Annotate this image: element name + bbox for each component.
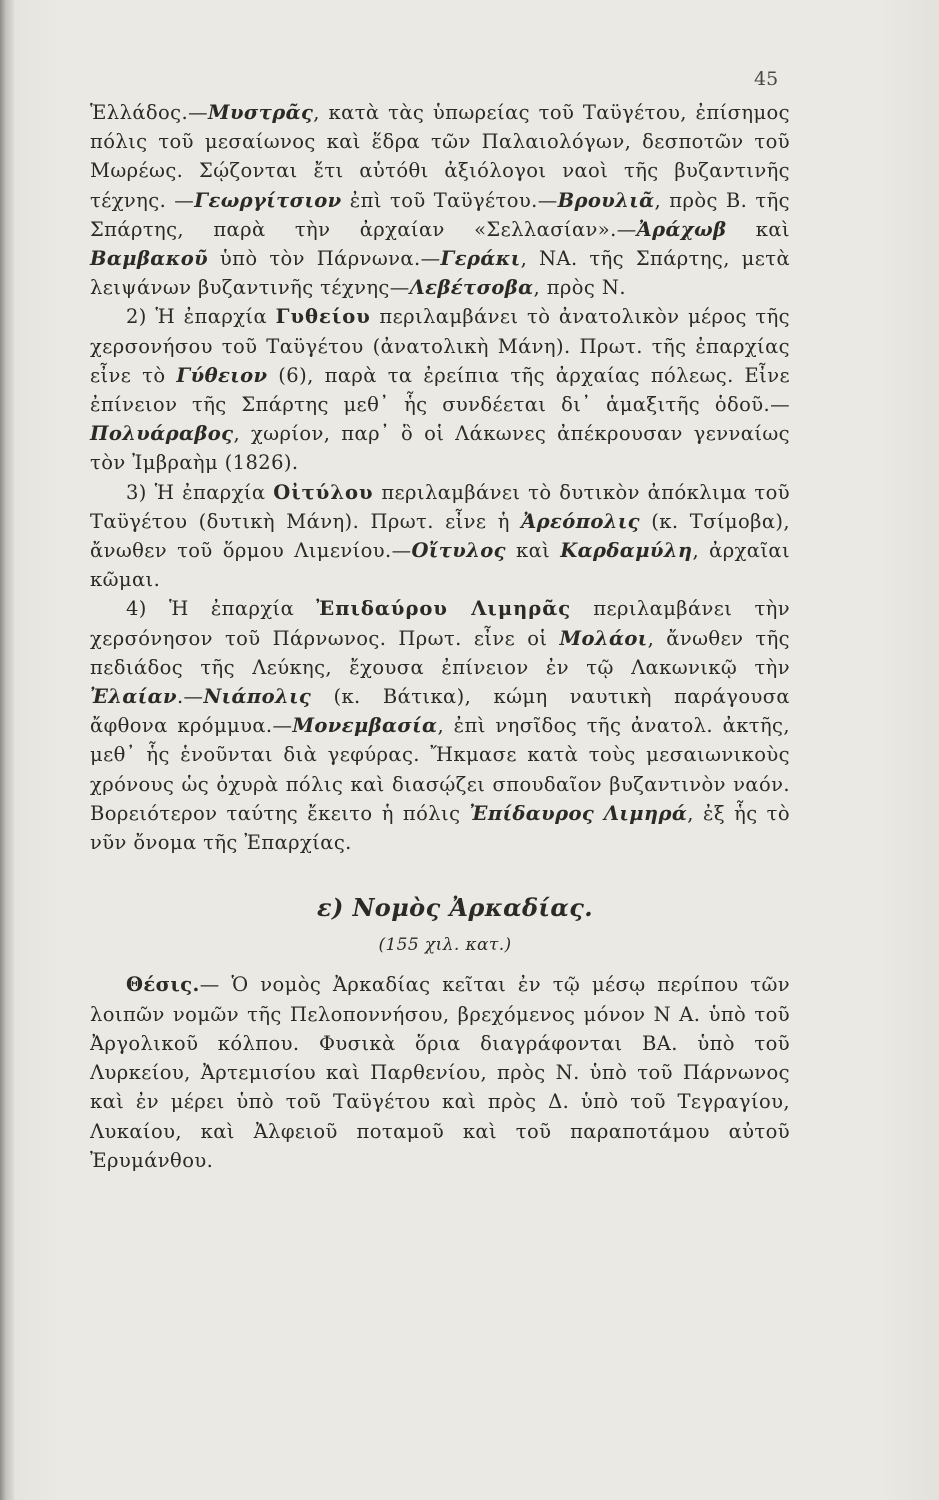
paragraphs [90, 98, 790, 857]
place-name: Καρδαμύλη [560, 539, 693, 563]
text-run: , χωρίον, παρ᾽ ὃ οἱ Λάκωνες ἀπέκρουσαν γενναίως τὸν Ἰμβραὴμ (1826). [90, 422, 790, 475]
text-run: , ἀρχαῖαι κῶμαι. [90, 539, 791, 592]
body-text [90, 98, 790, 1175]
place-name: Οἴτυλος [411, 539, 506, 563]
text-run: , κατὰ τὰς ὑπωρείας τοῦ Ταϋγέτου, ἐπίσημος πόλις τοῦ μεσαίωνος καὶ ἕδρα τῶν Παλαιολόγων, δεσποτῶν τοῦ Μωρέως. Σῴζονται ἔτι αὐτόθι ἀξιόλογοι ναοὶ τῆς βυζαντινῆς τέχνης. — [90, 101, 790, 212]
section-heading-block [90, 891, 790, 960]
section-lead: Θέσις. [126, 973, 200, 997]
paragraph [90, 478, 790, 595]
province-name: Γυθείου [275, 305, 371, 329]
place-name: Νιάπολις [203, 685, 312, 709]
place-name: Βαμβακοῦ [90, 247, 209, 271]
text-run: , πρὸς Ν. [533, 276, 626, 300]
place-name: Πολυάραβος [90, 422, 234, 446]
section-heading: ε) Νομὸς Ἀρκαδίας. [316, 893, 594, 923]
text-run: , ἄνωθεν τῆς πεδιάδος τῆς Λεύκης, ἔχουσα ἐπίνειον ἐν τῷ Λακωνικῷ τὴν [90, 626, 790, 679]
place-name: Γεωργίτσιον [194, 188, 342, 212]
place-name: Λεβέτσοβα [409, 276, 534, 300]
place-name: Μονεμβασία [292, 714, 438, 738]
paragraph [90, 98, 790, 302]
text-run: 4) Ἡ ἐπαρχία [126, 597, 317, 621]
text-run: 2) Ἡ ἐπαρχία [126, 305, 276, 329]
place-name: Μολάοι [559, 626, 648, 650]
place-name: Μυστρᾶς [208, 101, 314, 124]
text-run: περιλαμβάνει τὴν χερσόνησον τοῦ Πάρνωνος. Πρωτ. εἶνε οἱ [90, 597, 790, 650]
text-run: (6), παρὰ τα ἐρείπια τῆς ἀρχαίας πόλεως. Εἶνε ἐπίνειον τῆς Σπάρτης μεθ᾽ ἧς συνδέεται δι᾽ ἁμαξιτῆς ὁδοῦ.— [90, 363, 790, 417]
province-name: Οἰτύλου [273, 480, 374, 504]
place-name: Βρουλιᾶ [557, 188, 655, 212]
text-run: ὑπὸ τὸν Πάρνωνα.— [208, 247, 441, 271]
place-name: Ἐπίδαυρος Λιμηρά [469, 801, 688, 825]
text-run: ἐπὶ τοῦ Ταϋγέτου.— [341, 188, 558, 212]
paragraph [90, 594, 790, 857]
place-name: Γύθειον [176, 363, 268, 387]
place-name: Ἀράχωβ [636, 217, 727, 241]
text-run: Ἑλλάδος.— [90, 101, 208, 124]
text-run: 3) Ἡ ἐπαρχία [126, 480, 274, 504]
section-area: (155 χιλ. κατ.) [378, 935, 512, 956]
text-run: (κ. Βάτικα), κώμη ναυτικὴ παράγουσα ἄφθονα κρόμμυα.— [90, 685, 790, 738]
text-run: καὶ [726, 217, 790, 241]
province-name: Ἐπιδαύρου Λιμηρᾶς [316, 597, 572, 621]
page-number: 45 [754, 68, 779, 90]
text-run: , πρὸς Β. τῆς Σπάρτης, παρὰ τὴν ἀρχαίαν «Σελλασίαν».— [90, 188, 790, 241]
section-body: — Ὁ νομὸς Ἀρκαδίας κεῖται ἐν τῷ μέσῳ περίπου τῶν λοιπῶν νομῶν τῆς Πελοποννήσου, βρεχόμενος μόνον Ν Α. ὑπὸ τοῦ Ἀργολικοῦ κόλπου. Φυσικὰ ὅρια διαγράφονται ΒΑ. ὑπὸ τοῦ Λυρκείου, Ἀρτεμισίου καὶ Παρθενίου, πρὸς Ν. ὑπὸ τοῦ Πάρνωνος καὶ ἐν μέρει ὑπὸ τοῦ Ταϋγέτου καὶ πρὸς Δ. ὑπὸ τοῦ Τεγραγίου, Λυκαίου, καὶ Ἀλφειοῦ ποταμοῦ καὶ τοῦ παραποτάμου αὐτοῦ Ἐρυμάνθου. [90, 973, 790, 1172]
text-run: καὶ [505, 539, 561, 563]
text-run: , ἐξ ἧς τὸ νῦν ὄνομα τῆς Ἐπαρχίας. [90, 801, 791, 855]
place-name: Ἐλαίαν [90, 685, 177, 709]
paragraph [90, 302, 790, 477]
section-paragraph [90, 970, 790, 1174]
place-name: Ἀρεόπολις [521, 509, 640, 533]
text-run: περιλαμβάνει τὸ δυτικὸν ἀπόκλιμα τοῦ Ταϋγέτου (δυτικὴ Μάνη). Πρωτ. εἶνε ἡ [90, 480, 790, 533]
book-spine-shadow [0, 0, 14, 1500]
text-run: .— [176, 685, 204, 709]
text-run: , ἐπὶ νησῖδος τῆς ἀνατολ. ἀκτῆς, μεθ᾽ ἧς ἑνοῦνται διὰ γεφύρας. Ἤκμασε κατὰ τοὺς μεσαιωνικοὺς χρόνους ὡς ὀχυρὰ πόλις καὶ διασῴζει σπουδαῖον βυζαντινὸν ναόν. Βορειότερον ταύτης ἔκειτο ἡ πόλις [90, 714, 790, 825]
text-run: περιλαμβάνει τὸ ἀνατολικὸν μέρος τῆς χερσονήσου τοῦ Ταϋγέτου (ἀνατολικὴ Μάνη). Πρωτ. τῆς ἐπαρχίας εἶνε τὸ [90, 305, 791, 387]
text-run: (κ. Τσίμοβα), ἄνωθεν τοῦ ὅρμου Λιμενίου.— [90, 509, 790, 563]
place-name: Γεράκι [440, 247, 521, 271]
text-run: , ΝΑ. τῆς Σπάρτης, μετὰ λειψάνων βυζαντινῆς τέχνης— [90, 247, 791, 300]
